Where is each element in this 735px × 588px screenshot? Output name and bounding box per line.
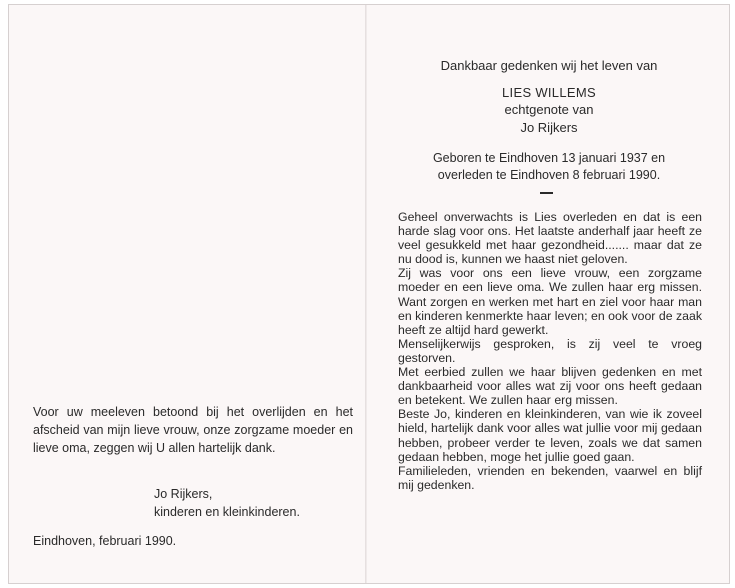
deceased-name: LIES WILLEMS [502,84,596,100]
left-page [9,5,365,583]
relation-line: echtgenote van [504,102,594,117]
life-dates [367,150,730,183]
separator-dash [540,192,553,194]
memorial-text [398,210,702,492]
signature-line-1: Jo Rijkers, [154,487,213,501]
born-line: Geboren te Eindhoven 13 januari 1937 en [432,151,666,165]
paragraph: Met eerbied zullen we haar blijven gedenken en met dankbaarheid voor alles wat zij voor ons heeft gedaan en betekent. We zullen haar erg missen. [398,365,702,408]
paragraph: Zij was voor ons een lieve vrouw, een zorgzame moeder en een lieve oma. We zullen haar erg missen. Want zorgen en werken met hart en ziel voor haar man en kinderen kenmerkte haar leven; en ook voor de zaak heeft ze altijd hard gewerkt. [398,266,702,337]
memorial-header [367,57,730,136]
intro-line: Dankbaar gedenken wij het leven van [440,58,658,73]
paragraph: Geheel onverwachts is Lies overleden en dat is een harde slag voor ons. Het laatste anderhalf jaar heeft ze veel gesukkeld met haar gezondheid....... maar dat ze nu dood is, kunnen we haast niet geloven. [398,210,702,267]
place-date: Eindhoven, februari 1990. [33,534,177,548]
memorial-card [8,4,730,584]
signature-line-2: kinderen en kleinkinderen. [154,505,300,519]
paragraph: Beste Jo, kinderen en kleinkinderen, van wie ik zoveel hield, hartelijk dank voor alles wat jullie voor mij gedaan hebben, probeer verder te leven, zoals we dat samen gedaan hebben, moge het jullie goed gaan. [398,407,702,464]
died-line: overleden te Eindhoven 8 februari 1990. [437,167,661,182]
paragraph: Menselijkerwijs gesproken, is zij veel te vroeg gestorven. [398,336,702,365]
signature [154,485,300,521]
thanks-text: Voor uw meeleven betoond bij het overlijden en het afscheid van mijn lieve vrouw, onze zorgzame moeder en lieve oma, zeggen wij U allen hartelijk dank. [33,405,353,455]
spouse-name: Jo Rijkers [520,119,578,135]
paragraph: Familieleden, vrienden en bekenden, vaarwel en blijf mij gedenken. [398,463,702,492]
right-page [367,5,730,583]
